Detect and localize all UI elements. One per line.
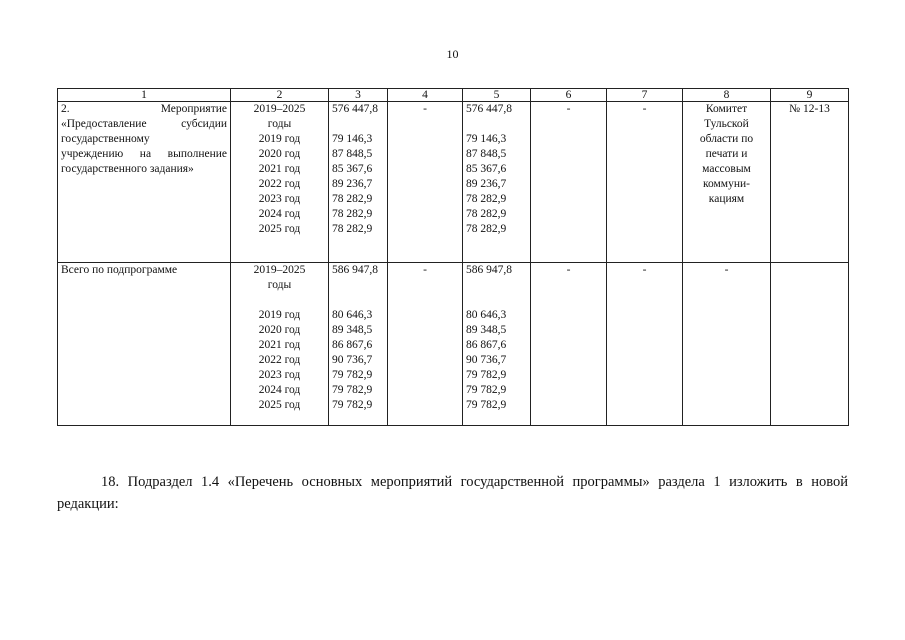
- col7-cell: [607, 263, 683, 426]
- year-value: 78 282,9: [332, 208, 373, 220]
- period-cell: [231, 102, 329, 263]
- header-cell: 9: [771, 89, 849, 102]
- year-value: 78 282,9: [466, 193, 507, 205]
- dash-value: -: [566, 264, 571, 276]
- header-cell: 2: [231, 89, 329, 102]
- event-name-line: Всего по подпрограмме: [61, 264, 178, 276]
- dash-value: -: [423, 264, 427, 276]
- executor-line: Комитет: [705, 103, 748, 115]
- total-value: 576 447,8: [332, 103, 378, 115]
- indicator-cell: [771, 102, 849, 263]
- period: 2019–2025: [253, 103, 306, 115]
- year-value: 89 236,7: [466, 178, 507, 190]
- indicator-ref: [774, 263, 845, 278]
- year-label: 2019 год: [258, 309, 301, 321]
- year-value: 89 236,7: [332, 178, 373, 190]
- year-value: 78 282,9: [332, 193, 373, 205]
- event-name-line: 2. Мероприятие: [61, 103, 227, 115]
- period-cell: [231, 263, 329, 426]
- col4-cell: [388, 102, 463, 263]
- amendment-paragraph: 18. Подраздел 1.4 «Перечень основных мероприятий государственной программы» раздела 1 изложить в новой редакции:: [57, 473, 848, 512]
- col4-cell: [388, 263, 463, 426]
- year-label: 2025 год: [258, 399, 301, 411]
- executor-line: Тульской: [704, 118, 749, 130]
- year-value: 85 367,6: [466, 163, 507, 175]
- event-name-line: государственного задания»: [61, 163, 194, 175]
- header-cell: 3: [329, 89, 388, 102]
- year-value: 90 736,7: [332, 354, 373, 366]
- page-number: 10: [446, 47, 459, 61]
- year-value: 79 146,3: [332, 133, 373, 145]
- year-label: 2024 год: [258, 208, 301, 220]
- total-value: 586 947,8: [466, 264, 512, 276]
- total-value: 576 447,8: [466, 103, 512, 115]
- year-value: 85 367,6: [332, 163, 373, 175]
- header-row: [58, 89, 849, 102]
- dash-value: -: [642, 264, 647, 276]
- year-value: 80 646,3: [466, 309, 507, 321]
- year-value: 80 646,3: [332, 309, 373, 321]
- header-cell: 5: [463, 89, 531, 102]
- dash-value: -: [724, 264, 729, 276]
- year-value: 78 282,9: [332, 223, 373, 235]
- year-value: 79 782,9: [466, 384, 507, 396]
- col5-cell: [463, 263, 531, 426]
- executor-line: кациям: [708, 193, 745, 205]
- year-label: 2025 год: [258, 223, 301, 235]
- year-value: 89 348,5: [332, 324, 373, 336]
- year-value: 79 782,9: [466, 369, 507, 381]
- col3-cell: [329, 102, 388, 263]
- event-name-line: «Предоставление субсидии: [61, 118, 227, 130]
- year-label: 2021 год: [258, 339, 301, 351]
- year-value: 79 782,9: [332, 384, 373, 396]
- year-label: 2020 год: [258, 148, 301, 160]
- year-value: 89 348,5: [466, 324, 507, 336]
- year-value: 86 867,6: [466, 339, 507, 351]
- year-label: 2023 год: [258, 369, 301, 381]
- event-name-line: учреждению на выполнение: [61, 148, 227, 160]
- year-label: 2022 год: [258, 178, 301, 190]
- year-value: 79 782,9: [332, 399, 373, 411]
- executor-cell: [683, 263, 771, 426]
- year-value: 78 282,9: [466, 223, 507, 235]
- year-value: 79 782,9: [332, 369, 373, 381]
- event-name-cell: [58, 102, 231, 263]
- col6-cell: [531, 102, 607, 263]
- year-value: 90 736,7: [466, 354, 507, 366]
- dash-value: -: [423, 103, 427, 115]
- col6-cell: [531, 263, 607, 426]
- subprogram-table: [57, 88, 849, 426]
- table-row: [58, 102, 849, 263]
- dash-value: -: [566, 103, 571, 115]
- header-cell: 6: [531, 89, 607, 102]
- indicator-cell: [771, 263, 849, 426]
- year-value: 87 848,5: [466, 148, 507, 160]
- total-value: 586 947,8: [332, 264, 378, 276]
- year-label: 2019 год: [258, 133, 301, 145]
- header-cell: 1: [58, 89, 231, 102]
- executor-line: печати и: [705, 148, 748, 160]
- header-cell: 8: [683, 89, 771, 102]
- period-unit: годы: [267, 118, 292, 130]
- event-name-line: государственному: [61, 133, 150, 145]
- table-row: [58, 263, 849, 426]
- dash-value: -: [642, 103, 647, 115]
- event-name-cell: [58, 263, 231, 426]
- col3-cell: [329, 263, 388, 426]
- year-value: 78 282,9: [466, 208, 507, 220]
- year-value: 79 146,3: [466, 133, 507, 145]
- year-value: 86 867,6: [332, 339, 373, 351]
- year-label: 2020 год: [258, 324, 301, 336]
- year-label: 2023 год: [258, 193, 301, 205]
- executor-line: коммуни-: [703, 178, 750, 190]
- header-cell: 4: [388, 89, 463, 102]
- col7-cell: [607, 102, 683, 263]
- year-label: 2021 год: [258, 163, 301, 175]
- year-label: 2024 год: [258, 384, 301, 396]
- period: 2019–2025: [253, 264, 306, 276]
- header-cell: 7: [607, 89, 683, 102]
- year-value: 79 782,9: [466, 399, 507, 411]
- period-unit: годы: [267, 279, 292, 291]
- col5-cell: [463, 102, 531, 263]
- year-value: 87 848,5: [332, 148, 373, 160]
- year-label: 2022 год: [258, 354, 301, 366]
- executor-line: массовым: [702, 163, 751, 175]
- indicator-ref: № 12-13: [789, 103, 830, 115]
- executor-line: области по: [699, 133, 754, 145]
- executor-cell: [683, 102, 771, 263]
